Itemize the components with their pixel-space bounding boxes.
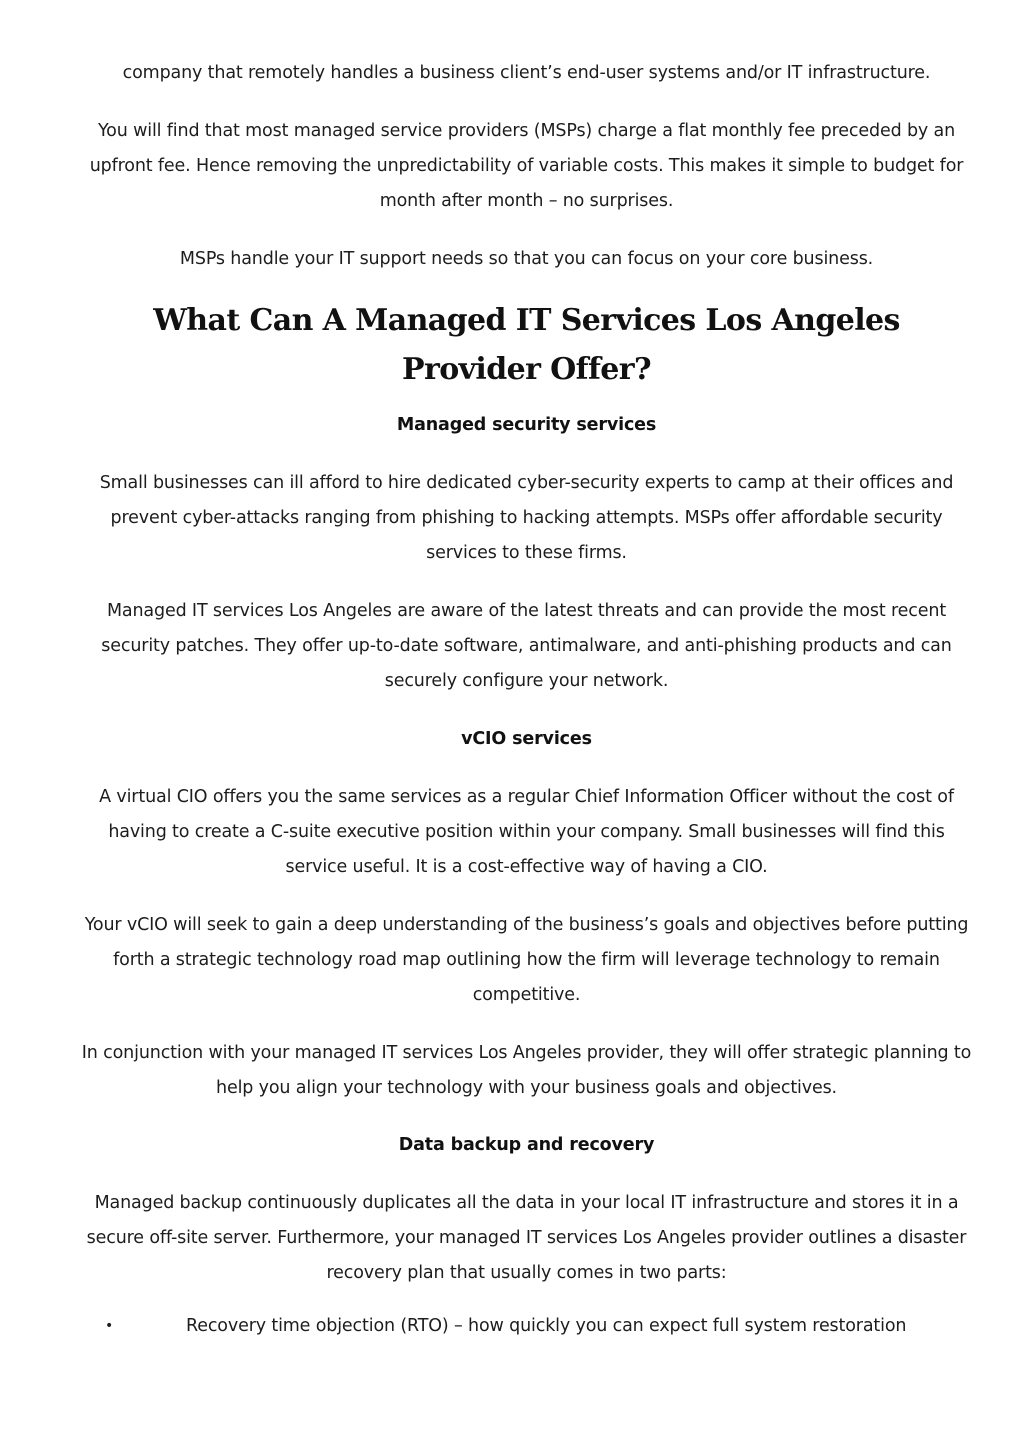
bullet-list-item bbox=[80, 1310, 973, 1342]
backup-paragraph: Managed backup continuously duplicates all the data in your local IT infrastructure and stores it in a secure off-site server. Furthermore, your managed IT services Los Angeles provider outlines a disaster recovery plan that usually comes in two parts: bbox=[86, 1193, 967, 1283]
security-paragraph-1: Small businesses can ill afford to hire dedicated cyber-security experts to camp at their offices and prevent cyber-attacks ranging from phishing to hacking attempts. MSPs offer affordable security services to these firms. bbox=[99, 473, 954, 563]
section-heading: What Can A Managed IT Services Los Angeles Provider Offer? bbox=[153, 303, 900, 387]
vcio-subheading: vCIO services bbox=[461, 729, 592, 749]
managed-security-subheading: Managed security services bbox=[396, 415, 657, 435]
intro-fragment-paragraph: company that remotely handles a business client’s end-user systems and/or IT infrastructure. bbox=[122, 63, 931, 83]
bullet-icon: • bbox=[105, 1318, 114, 1334]
vcio-paragraph-2: Your vCIO will seek to gain a deep understanding of the business’s goals and objectives before putting forth a strategic technology road map outlining how the firm will leverage technology to remain competitive. bbox=[84, 915, 969, 1005]
bullet-text-rto: Recovery time objection (RTO) – how quickly you can expect full system restoration bbox=[186, 1316, 907, 1336]
pricing-paragraph: You will find that most managed service providers (MSPs) charge a flat monthly fee preceded by an upfront fee. Hence removing the unpredictability of variable costs. This makes it simple to budget for month after month – no surprises. bbox=[89, 121, 964, 211]
security-paragraph-2: Managed IT services Los Angeles are aware of the latest threats and can provide the most recent security patches. They offer up-to-date software, antimalware, and anti-phishing products and can securely configure your network. bbox=[101, 601, 952, 691]
focus-paragraph: MSPs handle your IT support needs so that you can focus on your core business. bbox=[179, 249, 874, 269]
vcio-paragraph-1: A virtual CIO offers you the same services as a regular Chief Information Officer without the cost of having to create a C-suite executive position within your company. Small businesses will find this service useful. It is a cost-effective way of having a CIO. bbox=[99, 787, 954, 877]
backup-subheading: Data backup and recovery bbox=[398, 1135, 655, 1155]
vcio-paragraph-3: In conjunction with your managed IT services Los Angeles provider, they will offer strategic planning to help you align your technology with your business goals and objectives. bbox=[81, 1043, 972, 1098]
